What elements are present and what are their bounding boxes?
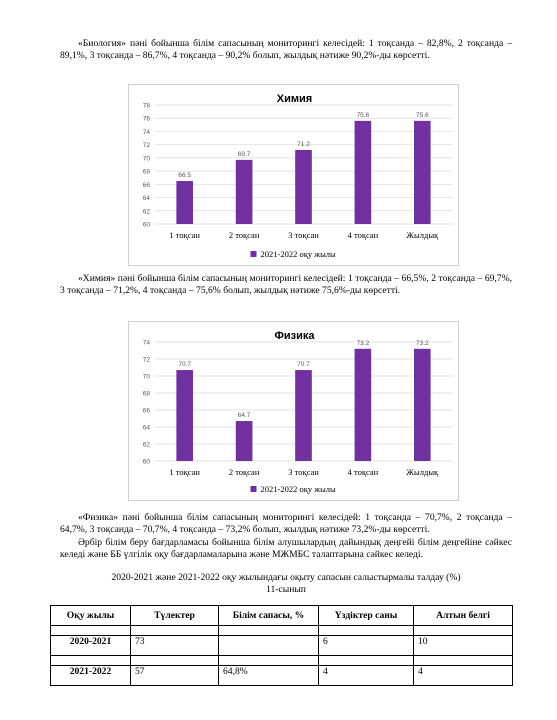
bar: [414, 121, 431, 224]
chart-title: Физика: [274, 330, 315, 342]
legend-swatch: [251, 486, 257, 492]
table-row: [51, 666, 513, 686]
chart-title: Химия: [276, 93, 313, 105]
table-title: [60, 572, 512, 596]
cell-quality: [219, 636, 319, 656]
x-tick-label: 3 тоқсан: [288, 467, 319, 477]
y-tick-label: 72: [142, 356, 150, 364]
data-label: 69.7: [237, 150, 251, 158]
bar: [355, 121, 372, 224]
paragraph-chemistry: «Химия» пәні бойынша білім сапасының мониторингі келесідей: 1 тоқсанда – 66,5%, 2 тоқсанда – 69,7%, 3 тоқсанда – 71,2%, 4 тоқсанда – 75,6% болып, жылдық нәтиже 75,6%-ды көрсетті.: [60, 273, 512, 297]
chart-chemistry-svg: [129, 85, 460, 267]
x-tick-label: 2 тоқсан: [228, 467, 260, 477]
bar: [176, 181, 193, 224]
x-tick-label: Жылдық: [406, 467, 439, 477]
cell-gold: 4: [414, 666, 513, 686]
y-tick-label: 64: [142, 424, 150, 432]
y-tick-label: 62: [142, 208, 150, 216]
y-tick-label: 72: [142, 142, 150, 150]
data-label: 71.2: [297, 140, 310, 148]
y-tick-label: 74: [142, 128, 150, 136]
legend-swatch: [251, 251, 257, 257]
header-gold: Алтын белгі: [414, 606, 513, 626]
y-tick-label: 68: [142, 390, 150, 398]
table-header-row: [51, 606, 513, 626]
cell-gold: 10: [414, 636, 513, 656]
cell-year: 2021-2022: [51, 666, 131, 686]
x-tick-label: 1 тоқсан: [169, 467, 200, 477]
header-quality: Білім сапасы, %: [219, 606, 319, 626]
table-spacer-row: [51, 626, 513, 636]
chart-chemistry: [128, 84, 459, 266]
data-label: 73.2: [356, 339, 370, 347]
bar: [176, 370, 193, 461]
header-year: Оқу жылы: [51, 606, 131, 626]
paragraph-physics: «Физика» пәні бойынша білім сапасының мониторингі келесідей: 1 тоқсанда – 70,7%, 2 тоқсанда – 64,7%, 3 тоқсанда – 70,7%, 4 тоқсанда – 73,2% болып, жылдық нәтиже 73,2%-ды көрсетті.: [60, 512, 512, 536]
table-spacer-row: [51, 656, 513, 666]
x-tick-label: 4 тоқсан: [347, 467, 379, 477]
data-label: 75.6: [356, 111, 370, 119]
y-tick-label: 66: [142, 181, 150, 189]
bar: [355, 349, 372, 461]
y-tick-label: 70: [142, 155, 150, 163]
y-tick-label: 70: [142, 373, 150, 381]
table-title-line1: 2020-2021 және 2021-2022 оқу жылындағы оқыту сапасын салыстырмалы талдау (%): [111, 572, 461, 583]
header-graduates: Түлектер: [131, 606, 219, 626]
quality-comparison-table: [50, 605, 513, 686]
x-tick-label: 3 тоқсан: [288, 230, 319, 240]
y-tick-label: 64: [142, 195, 150, 203]
legend-label: 2021-2022 оқу жылы: [260, 484, 336, 494]
data-label: 70.7: [297, 361, 310, 369]
cell-excellent: 4: [319, 666, 414, 686]
table-title-line2: 11-сынып: [266, 584, 306, 595]
y-tick-label: 60: [142, 221, 150, 229]
y-tick-label: 76: [142, 115, 150, 123]
y-tick-label: 78: [142, 102, 150, 110]
x-tick-label: Жылдық: [406, 230, 439, 240]
paragraph-program: Әрбір білім беру бағдарламасы бойынша білім алушылардың дайындық деңгейі білім деңгейіне сәйкес келеді және ББ үлгілік оқу бағдарламаларына және МЖМБС талаптарына сәйкес келеді.: [60, 537, 512, 561]
bar: [236, 421, 253, 461]
cell-year: 2020-2021: [51, 636, 131, 656]
bar: [295, 150, 312, 224]
bar: [295, 370, 312, 461]
paragraph-biology: «Биология» пәні бойынша білім сапасының мониторингі келесідей: 1 тоқсанда – 82,8%, 2 тоқсанда – 89,1%, 3 тоқсанда – 86,7%, 4 тоқсанда – 90,2% болып, жылдық нәтиже 90,2%-ды көрсетті.: [60, 38, 512, 62]
y-tick-label: 60: [142, 458, 150, 466]
table-row: [51, 636, 513, 656]
data-label: 73.2: [415, 339, 429, 347]
data-label: 64.7: [237, 412, 251, 420]
x-tick-label: 2 тоқсан: [228, 230, 260, 240]
legend-label: 2021-2022 оқу жылы: [260, 249, 336, 259]
cell-excellent: 6: [319, 636, 414, 656]
y-tick-label: 62: [142, 441, 150, 449]
data-label: 70.7: [178, 361, 192, 369]
data-label: 66.5: [178, 172, 192, 180]
cell-graduates: 73: [131, 636, 219, 656]
header-excellent: Үздіктер саны: [319, 606, 414, 626]
chart-physics: [128, 321, 459, 501]
data-label: 75.6: [415, 111, 429, 119]
x-tick-label: 1 тоқсан: [169, 230, 200, 240]
y-tick-label: 66: [142, 407, 150, 415]
y-tick-label: 68: [142, 168, 150, 176]
bar: [236, 160, 253, 224]
cell-graduates: 57: [131, 666, 219, 686]
cell-quality: 64,8%: [219, 666, 319, 686]
y-tick-label: 74: [142, 339, 150, 347]
chart-physics-svg: [129, 322, 460, 502]
x-tick-label: 4 тоқсан: [347, 230, 379, 240]
bar: [414, 349, 431, 461]
